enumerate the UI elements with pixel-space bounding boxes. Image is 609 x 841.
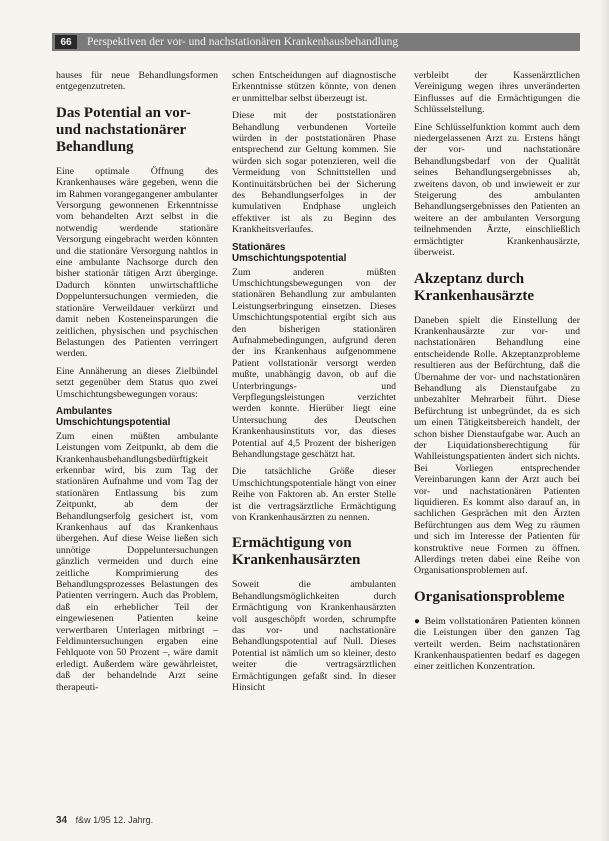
paragraph: ● Beim vollstationären Patienten können die Leistungen über den ganzen Tag verteilt werden. Beim nachstationären Krankenhauspatienten bedarf es dagegen einer zeitlichen Konzentration. — [414, 615, 580, 673]
page-footer — [56, 815, 153, 826]
subsection-heading: Stationäres Umschichtungspotential — [232, 241, 347, 265]
section-heading: Organisationsprobleme — [414, 588, 565, 605]
paragraph: Diese mit der poststationären Behandlung verbundenen Vorteile würden in der poststationären Phase entsprechend zur Geltung kommen. Sie würden sich sogar potenzieren, weil die Vermeidung von Schnittstellen und Kontinuitätsbrüchen bei der Sicherung des Behandlungserfolges in der kumulativen Endphase ungleich effektiver ist als zu Beginn des Krankheitsverlaufes. — [232, 110, 396, 236]
paragraph: Eine optimale Öffnung des Krankenhauses wäre gegeben, wenn die im Rahmen vorangegangener ambulanter Versorgung gewonnenen Erkenntnisse vom behandelten Arzt selbst in die notwendig werdende stationäre Versorgung eingebracht werden könnten und die stationäre Versorgung nahtlos in eine ambulante Nachsorge durch den bisher stationär tätigen Arzt überginge. Dadurch könnten unwirtschaftliche Doppeluntersuchungen vermieden, die stationäre Verweildauer verkürzt und damit neben Kosteneinsparungen die zeitlichen, physischen und psychischen Belastungen des Patienten verringert werden. — [56, 165, 218, 360]
paragraph: Daneben spielt die Einstellung der Krankenhausärzte zur vor- und nachstationären Behandlung eine entscheidende Rolle. Akzeptanzprobleme resultieren aus der Befürchtung, daß die Übernahme der vor- und nachstationären Behandlung als Dienstaufgabe zu unbezahlter Mehrarbeit führt. Diese Befürchtung ist unbegründet, da es sich um einen Tätigkeitsbereich handelt, der schon bisher Dienstaufgabe war. Auch an der Liquidationsberechtigung für Wahlleistungspatienten ändert sich nichts. Bei Vorliegen entsprechender Vereinbarungen kann der Arzt auch bei vor- und nachstationären Patienten liquidieren. Es kommt also darauf an, in sachlichen Gesprächen mit den Ärzten Befürchtungen aus dem Weg zu räumen und sich im Interesse der Patienten für konstruktive neue Formen zu öffnen. Allerdings treten dabei eine Reihe von Organisationsproblemen auf. — [414, 314, 580, 577]
paragraph: Eine Annäherung an dieses Zielbündel setzt gegenüber dem Status quo zwei Umschichtungsbewegungen voraus: — [56, 365, 218, 400]
journal-logo: 66 — [55, 35, 77, 49]
paragraph: Zum einen müßten ambulante Leistungen vom Zeitpunkt, ab dem die Krankenhausbehandlungsbedürftigkeit erkennbar wird, bis zum Tag der stationären Aufnahme und vom Tag der stationären Entlassung bis zum Zeitpunkt, ab dem der Behandlungserfolg gesichert ist, vom Krankenhaus auf das Krankenhaus übergehen. Auf diese Weise ließen sich unnötige Doppeluntersuchungen gänzlich vermeiden und durch eine zeitliche Komprimierung des Behandlungsprozesses Belastungen des Patienten verringern. Auch das Problem, daß ein erheblicher Teil der eingewiesenen Patienten keine verwertbaren Unterlagen mitbringt – Feldinuntersuchungen ergaben eine Fehlquote von 50 Prozent –, wäre damit erledigt. Außerdem wäre gewährleistet, daß der behandelnde Arzt seine therapeuti- — [56, 430, 218, 693]
subsection-heading: Ambulantes Umschichtungspotential — [56, 405, 171, 429]
paragraph: Zum anderen müßten Umschichtungsbewegungen von der stationären Behandlung zur ambulanten Leistungserbringung einsetzen. Dieses Umschichtungspotential ergibt sich aus den bisherigen stationären Aufnahmebedingungen, aufgrund deren der ins Krankenhaus aufgenommene Patient vollstationär versorgt werden mußte, unabhängig davon, ob auf die Unterbringungs- und Verpflegungsleistungen verzichtet werden konnte. Hierüber liegt eine Untersuchung des Deutschen Krankenhausinstituts vor, das dieses Potential auf 4,5 Prozent der bisherigen Behandlungstage geschätzt hat. — [232, 266, 396, 460]
running-header-title: Perspektiven der vor- und nachstationären Krankenhausbehandlung — [87, 36, 399, 48]
section-heading: Das Potential an vor- und nachstationärer Behandlung — [56, 104, 191, 155]
page-number: 34 — [56, 815, 68, 826]
column-1 — [56, 70, 218, 699]
paragraph: Die tatsächliche Größe dieser Umschichtungspotentiale hängt von einer Reihe von Faktoren ab. An erster Stelle ist die vertragsärztliche Ermächtigung von Krankenhausärzten zu nennen. — [232, 466, 396, 524]
paragraph: Eine Schlüsselfunktion kommt auch dem niedergelassenen Arzt zu. Erstens hängt der vor- und nachstationäre Behandlungsbedarf von der Qualität seines Behandlungsergebnisses ab, zweitens davon, ob und inwieweit er zur Steigerung des ambulanten Behandlungsergebnisses den Patienten an weitere an der ambulanten Versorgung teilnehmenden Ärzte, einschließlich ermächtigter Krankenhausärzte, überweist. — [414, 121, 580, 259]
paragraph: verbleibt der Kassenärztlichen Vereinigung wegen ihres unveränderten Einflusses auf die Ermächtigungen die Schlüsselstellung. — [414, 70, 580, 116]
column-2 — [232, 70, 396, 700]
page-edge-shadow — [599, 0, 609, 841]
running-header — [52, 33, 580, 51]
journal-source: f&w 1/95 12. Jahrg. — [75, 815, 154, 825]
column-3 — [414, 70, 580, 679]
paragraph: Soweit die ambulanten Behandlungsmöglichkeiten durch Ermächtigung von Krankenhausärzten voll ausgeschöpft worden, schrumpfte das vor- und nachstationäre Behandlungspotential auf Null. Dieses Potential ist nämlich um so kleiner, desto weiter die vertragsärztlichen Ermächtigungen gefaßt sind. In dieser Hinsicht — [232, 579, 396, 694]
section-heading: Akzeptanz durch Krankenhausärzte — [414, 270, 534, 304]
section-heading: Ermächtigung von Krankenhausärzten — [232, 535, 361, 569]
paragraph: hauses für neue Behandlungsformen entgegenzutreten. — [56, 70, 218, 93]
paragraph: schen Entscheidungen auf diagnostische Erkenntnisse stützen könnte, von denen er unmittelbar selbst überzeugt ist. — [232, 70, 396, 104]
